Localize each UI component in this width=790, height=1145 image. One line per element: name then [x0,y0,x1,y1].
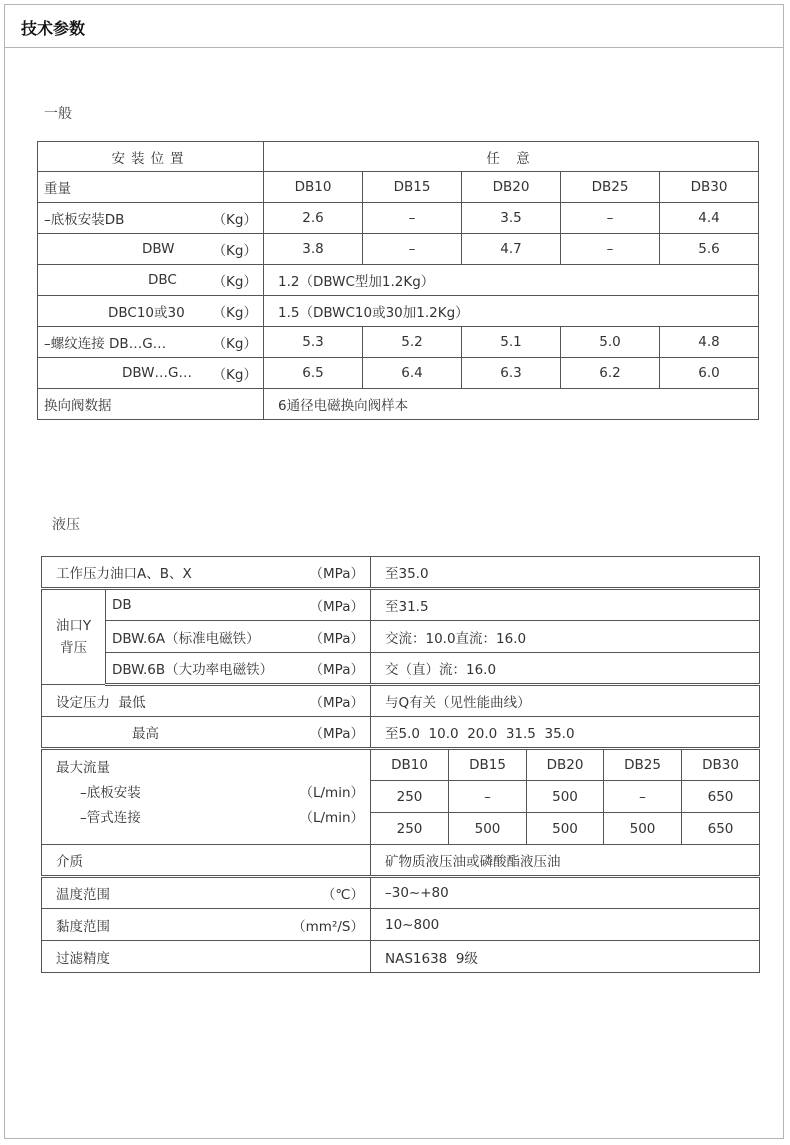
table-row [38,389,759,420]
table-row [42,717,760,749]
row-label: DB [112,597,132,613]
row-label-cell [106,589,371,621]
max-flow-unit: （L/min） [299,810,364,826]
row-label-cell [42,909,371,941]
row-unit: （MPa） [309,566,364,582]
row-unit: （MPa） [309,599,364,615]
table-cell: 3.5 [462,203,561,234]
table-cell: 650 [682,781,760,813]
install-value: 任 意 [264,142,759,172]
table-cell: 至31.5 [371,589,760,621]
table-row [42,845,760,877]
row-label: 黏度范围 [56,918,110,935]
model-header: DB15 [449,749,527,781]
table-row [42,589,760,621]
table-row [38,296,759,327]
table-cell: –30~+80 [371,877,760,909]
row-label-cell [38,203,264,234]
row-unit: （Kg） [212,336,257,352]
table-cell: 250 [371,813,449,845]
table-cell: 6.2 [561,358,660,389]
table-cell: 6.5 [264,358,363,389]
max-flow-sub-label: –底板安装 [80,785,141,801]
model-header: DB25 [604,749,682,781]
table-cell: 5.1 [462,327,561,358]
table-row [42,749,760,781]
table-cell: 3.8 [264,234,363,265]
table-row [38,142,759,172]
row-unit: （MPa） [309,662,364,678]
table-row [38,172,759,203]
table-row [42,941,760,973]
row-label-cell [106,621,371,653]
table-cell: 4.4 [660,203,759,234]
row-label: –螺纹连接 DB…G… [44,336,167,352]
row-label-cell [38,358,264,389]
table-cell: 5.2 [363,327,462,358]
row-label: 设定压力 最低 [56,695,146,711]
row-label-cell [42,877,371,909]
model-header: DB20 [462,172,561,203]
table-cell: 250 [371,781,449,813]
row-unit: （Kg） [212,243,257,259]
table-cell: 6.3 [462,358,561,389]
table-cell: NAS1638 9级 [371,941,760,973]
table-row [38,234,759,265]
table-cell: 5.6 [660,234,759,265]
row-unit: （℃） [321,887,364,903]
table-cell: 10~800 [371,909,760,941]
table-row [38,265,759,296]
table-cell: 6.0 [660,358,759,389]
table-row [38,203,759,234]
model-header: DB20 [527,749,604,781]
row-unit: （MPa） [309,695,364,711]
row-label-cell [38,265,264,296]
table-row [42,685,760,717]
table-row [38,358,759,389]
row-unit: （Kg） [212,305,257,321]
port-y-label [42,589,106,685]
row-label-cell [42,717,371,749]
table-cell: 矿物质液压油或磷酸酯液压油 [371,845,760,877]
valve-value: 6通径电磁换向阀样本 [264,389,759,420]
model-header: DB25 [561,172,660,203]
table-cell: 2.6 [264,203,363,234]
row-unit: （MPa） [309,726,364,742]
row-label-cell [38,296,264,327]
port-y-label-line2: 背压 [60,640,87,656]
row-label-cell [38,327,264,358]
max-flow-unit: （L/min） [299,785,364,801]
table-cell: 1.5（DBWC10或30加1.2Kg） [264,296,759,327]
row-label-cell [42,685,371,717]
row-label: 最高 [132,726,159,742]
row-label-cell [42,557,371,589]
table-row [42,909,760,941]
table-row [38,327,759,358]
row-label-cell [106,653,371,685]
table-cell: – [363,203,462,234]
table-cell: – [449,781,527,813]
valve-label: 换向阀数据 [38,389,264,420]
max-flow-sub-label: –管式连接 [80,810,141,826]
table-cell: 500 [527,813,604,845]
table-cell: 与Q有关（见性能曲线） [371,685,760,717]
max-flow-label: 最大流量 [56,760,110,776]
row-label: 工作压力油口A、B、X [56,566,192,582]
table-row [42,621,760,653]
table-cell: 500 [527,781,604,813]
model-header: DB30 [682,749,760,781]
row-label: DBW.6A（标准电磁铁） [112,630,260,647]
model-header: DB10 [264,172,363,203]
row-label: 温度范围 [56,887,110,903]
row-unit: （Kg） [212,274,257,290]
model-header: DB10 [371,749,449,781]
page-title: 技术参数 [21,19,86,38]
row-label: DBW.6B（大功率电磁铁） [112,662,274,678]
table-cell: – [604,781,682,813]
table-cell: 4.7 [462,234,561,265]
table-cell: 5.0 [561,327,660,358]
table-cell: 交（直）流：16.0 [371,653,760,685]
row-label: DBC [148,272,177,288]
row-unit: （Kg） [212,367,257,383]
table-cell: 4.8 [660,327,759,358]
row-label-cell [38,234,264,265]
table-cell: – [561,234,660,265]
model-header: DB30 [660,172,759,203]
general-table [37,141,759,420]
title-bar [5,5,783,48]
table-cell: 至5.0 10.0 20.0 31.5 35.0 [371,717,760,749]
table-cell: 1.2（DBWC型加1.2Kg） [264,265,759,296]
table-row [42,653,760,685]
table-cell: 500 [449,813,527,845]
port-y-label-line1: 油口Y [55,618,92,634]
section-title-general: 一般 [44,106,72,122]
model-header: DB15 [363,172,462,203]
table-cell: 5.3 [264,327,363,358]
install-label: 安装位置 [38,142,264,172]
table-cell: 6.4 [363,358,462,389]
table-cell: – [561,203,660,234]
row-unit: （MPa） [309,630,364,647]
max-flow-label-cell [42,749,371,845]
table-cell: 至35.0 [371,557,760,589]
row-label: DBC10或30 [108,305,185,321]
row-unit: （Kg） [212,212,257,228]
row-label: DBW…G… [122,365,192,381]
row-label: –底板安装DB [44,212,125,228]
table-cell: – [363,234,462,265]
row-unit: （mm²/S） [292,918,364,935]
row-label: 介质 [42,845,371,877]
section-title-hydraulic: 液压 [52,517,80,533]
row-label: DBW [142,241,175,257]
table-row [42,877,760,909]
table-cell: 500 [604,813,682,845]
table-cell: 交流：10.0直流：16.0 [371,621,760,653]
table-row [42,557,760,589]
row-label: 过滤精度 [42,941,371,973]
weight-label: 重量 [38,172,264,203]
table-cell: 650 [682,813,760,845]
hydraulic-table [41,556,760,973]
